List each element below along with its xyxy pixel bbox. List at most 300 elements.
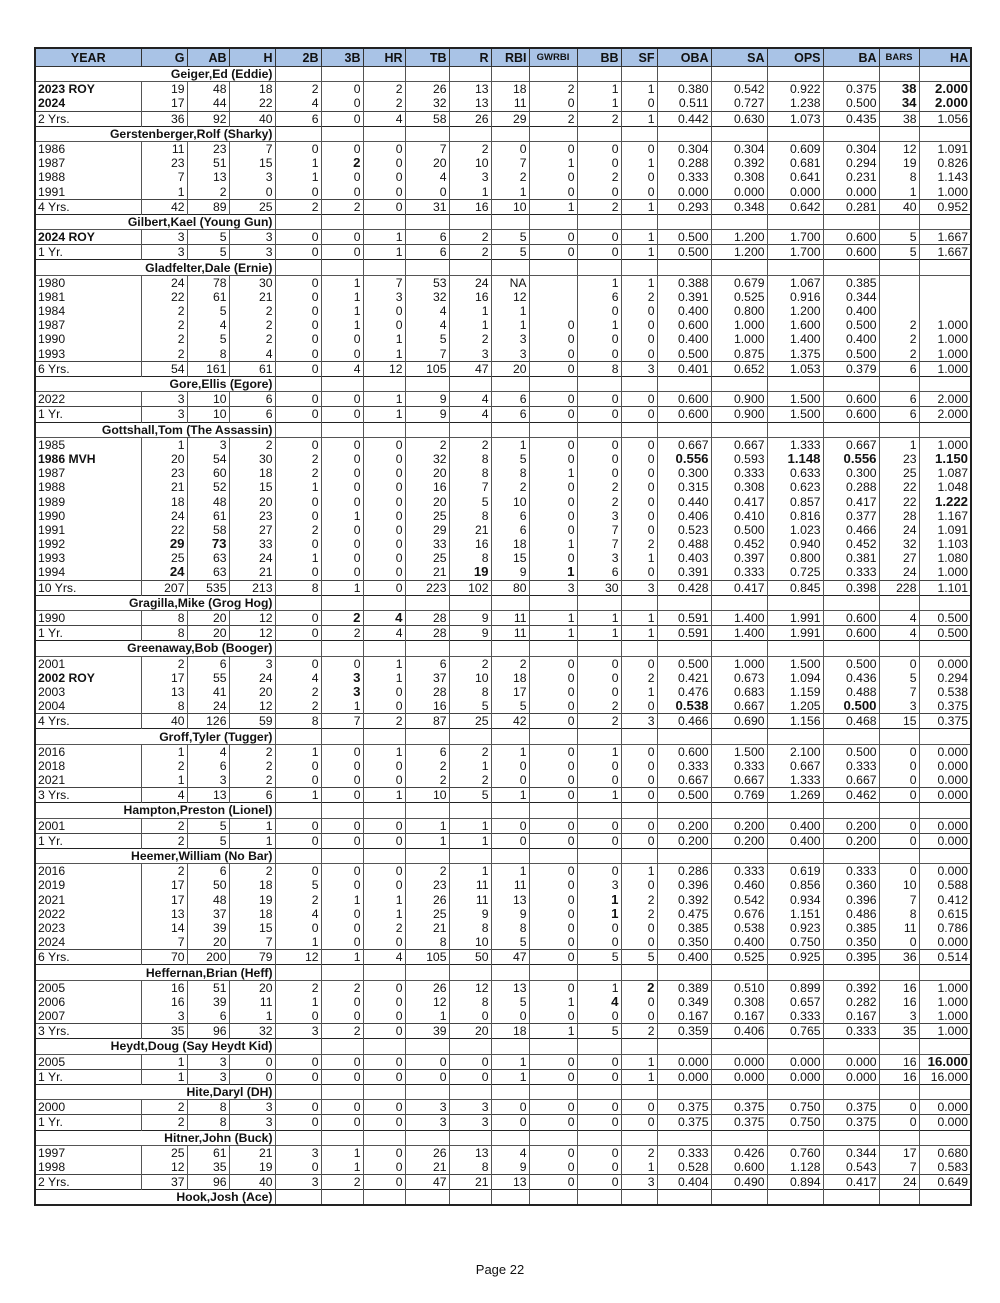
stat-cell: 0 — [621, 494, 657, 508]
stat-cell: 1 — [275, 788, 321, 803]
empty-cell — [529, 1084, 577, 1099]
stat-cell: 3 — [275, 1145, 321, 1160]
stat-cell: 1 — [491, 788, 529, 803]
stat-cell: 0 — [275, 610, 321, 625]
year-cell: 2024 ROY — [35, 230, 141, 245]
stat-cell: 0 — [529, 452, 577, 466]
stat-cell: 0.375 — [657, 1100, 711, 1115]
stat-cell: 4 — [187, 744, 229, 759]
stat-cell: 26 — [449, 111, 491, 126]
stat-cell: 0.344 — [823, 290, 879, 304]
stat-cell: 29 — [405, 523, 449, 537]
stat-cell: 47 — [405, 1175, 449, 1190]
stat-cell: 1 — [577, 318, 621, 332]
year-cell: 2022 — [35, 392, 141, 407]
stat-cell: 0.500 — [919, 610, 971, 625]
stat-cell: 0.600 — [657, 392, 711, 407]
stat-cell: 1 — [879, 185, 919, 200]
player-name: Hite,Daryl (DH) — [35, 1084, 275, 1099]
stat-cell: 0 — [577, 466, 621, 480]
empty-cell — [919, 126, 971, 141]
stat-cell: 0 — [275, 1115, 321, 1130]
stat-cell: 0.000 — [919, 759, 971, 773]
stat-cell: 0.538 — [919, 685, 971, 699]
stat-cell: 0.000 — [657, 185, 711, 200]
stat-cell: 2 — [275, 82, 321, 97]
stat-cell: 18 — [141, 494, 187, 508]
stat-cell: 0 — [577, 935, 621, 950]
stat-cell: 1 — [363, 332, 405, 346]
stat-cell: 21 — [229, 290, 275, 304]
stat-cell: 0.750 — [767, 935, 823, 950]
stat-cell: 2 — [187, 185, 229, 200]
stat-cell: 2 — [363, 96, 405, 111]
stat-cell: 1 — [577, 96, 621, 111]
stat-cell: 2 — [275, 466, 321, 480]
stat-cell: 1 — [621, 1054, 657, 1069]
stat-cell: 0.500 — [823, 699, 879, 714]
stat-cell: 0 — [275, 759, 321, 773]
stat-cell: 0 — [577, 452, 621, 466]
stat-cell: 5 — [187, 833, 229, 848]
stat-cell: 6 — [491, 392, 529, 407]
stat-cell: 0 — [621, 878, 657, 892]
stat-cell: 0 — [879, 864, 919, 879]
stat-cell: 0 — [275, 290, 321, 304]
stat-cell: 6 — [405, 230, 449, 245]
stat-cell: 2.000 — [919, 392, 971, 407]
stat-cell: 3 — [187, 437, 229, 452]
empty-cell — [879, 848, 919, 863]
stat-cell: 4 — [405, 318, 449, 332]
stat-cell: 20 — [187, 610, 229, 625]
stat-cell: 0.750 — [767, 1115, 823, 1130]
stat-cell: 0 — [275, 565, 321, 580]
stat-cell: 0.380 — [657, 82, 711, 97]
stat-cell: 3 — [405, 1115, 449, 1130]
year-cell: 2021 — [35, 773, 141, 788]
stat-cell: 0.436 — [823, 671, 879, 685]
season-row — [35, 893, 971, 907]
stat-cell: 3 — [449, 347, 491, 362]
empty-cell — [363, 965, 405, 980]
stat-cell: 0 — [321, 230, 363, 245]
stat-cell: 1.000 — [919, 332, 971, 346]
stat-cell: 0.538 — [711, 921, 767, 935]
stat-cell: 0 — [321, 347, 363, 362]
stat-cell: 0.676 — [711, 907, 767, 921]
stat-cell: 0.856 — [767, 878, 823, 892]
stat-cell: 2 — [229, 759, 275, 773]
stat-cell: 0 — [529, 170, 577, 184]
stat-cell: 0.593 — [711, 452, 767, 466]
stat-cell: 3 — [879, 699, 919, 714]
stat-cell: 1.000 — [711, 318, 767, 332]
stat-cell: 3 — [879, 1009, 919, 1024]
year-cell: 1991 — [35, 523, 141, 537]
stat-cell: 0 — [577, 347, 621, 362]
year-cell: 2021 — [35, 893, 141, 907]
stat-cell: 1.000 — [711, 656, 767, 671]
stat-cell: 2 — [275, 685, 321, 699]
empty-cell — [405, 729, 449, 744]
stat-cell: 0 — [321, 833, 363, 848]
column-header: 3B — [321, 48, 363, 67]
stat-cell: 6 — [187, 864, 229, 879]
stat-cell: 0.300 — [823, 466, 879, 480]
empty-cell — [767, 848, 823, 863]
stat-cell: 4 — [405, 170, 449, 184]
stat-cell: 26 — [405, 893, 449, 907]
empty-cell — [321, 848, 363, 863]
stat-cell: 13 — [491, 893, 529, 907]
stat-cell: 51 — [187, 156, 229, 170]
stat-cell: 2 — [449, 773, 491, 788]
stat-cell: 0.406 — [711, 1024, 767, 1039]
stat-cell: 0.500 — [657, 788, 711, 803]
empty-cell — [919, 1190, 971, 1206]
empty-cell — [621, 260, 657, 275]
stat-cell: 1 — [321, 304, 363, 318]
stat-cell: 1.000 — [919, 361, 971, 376]
year-cell: 3 Yrs. — [35, 788, 141, 803]
stat-cell: 0 — [577, 656, 621, 671]
stat-cell: 0.315 — [657, 480, 711, 494]
stat-cell: 10 — [449, 156, 491, 170]
empty-cell — [577, 67, 621, 82]
player-name: Gragilla,Mike (Grog Hog) — [35, 595, 275, 610]
empty-cell — [767, 641, 823, 656]
player-name: Geiger,Ed (Eddie) — [35, 67, 275, 82]
career-total-row — [35, 199, 971, 214]
stat-cell: 0 — [577, 671, 621, 685]
stat-cell: 16 — [449, 537, 491, 551]
stat-cell: 12 — [449, 980, 491, 995]
stat-cell: 0 — [879, 833, 919, 848]
empty-cell — [275, 422, 321, 437]
player-name-row — [35, 376, 971, 391]
stat-cell: 16 — [405, 699, 449, 714]
empty-cell — [491, 1190, 529, 1206]
stat-cell: 3 — [141, 407, 187, 422]
year-cell: 1986 — [35, 141, 141, 156]
stat-cell: 13 — [449, 1145, 491, 1160]
stat-cell: 0 — [621, 935, 657, 950]
empty-cell — [823, 1130, 879, 1145]
stat-cell: 4 — [275, 96, 321, 111]
stat-cell: 7 — [577, 523, 621, 537]
stat-cell: 1.333 — [767, 437, 823, 452]
stat-cell: 1 — [577, 744, 621, 759]
empty-cell — [711, 67, 767, 82]
stat-cell: 1 — [141, 744, 187, 759]
stat-cell: 0.845 — [767, 580, 823, 595]
stat-cell: 0.466 — [657, 714, 711, 729]
stat-cell: 89 — [187, 199, 229, 214]
stat-cell: 0.400 — [823, 304, 879, 318]
stat-cell: 105 — [405, 361, 449, 376]
empty-cell — [321, 803, 363, 818]
stat-cell: 1.101 — [919, 580, 971, 595]
stat-cell: 23 — [879, 452, 919, 466]
empty-cell — [363, 729, 405, 744]
year-cell: 10 Yrs. — [35, 580, 141, 595]
career-total-row — [35, 407, 971, 422]
stat-cell: 0 — [363, 759, 405, 773]
empty-cell — [823, 376, 879, 391]
empty-cell — [363, 1039, 405, 1054]
season-row — [35, 466, 971, 480]
stat-cell: 0.426 — [711, 1145, 767, 1160]
stat-cell: 0 — [577, 230, 621, 245]
stat-cell: 37 — [187, 907, 229, 921]
stat-cell: 0.308 — [711, 995, 767, 1009]
stat-cell: 10 — [491, 494, 529, 508]
stat-cell: 0 — [321, 185, 363, 200]
stat-cell: 0.800 — [711, 304, 767, 318]
stat-cell: 0.282 — [823, 995, 879, 1009]
season-row — [35, 818, 971, 833]
stat-cell: 0 — [275, 921, 321, 935]
stat-cell: 0.591 — [657, 610, 711, 625]
stat-cell: 0 — [363, 1145, 405, 1160]
stat-cell: 0.500 — [657, 347, 711, 362]
stat-cell: 24 — [187, 699, 229, 714]
stat-cell: 10 — [879, 878, 919, 892]
stat-cell: 8 — [449, 509, 491, 523]
empty-cell — [321, 214, 363, 229]
stat-cell: 3 — [363, 290, 405, 304]
empty-cell — [529, 376, 577, 391]
stat-cell: 23 — [405, 878, 449, 892]
empty-cell — [321, 376, 363, 391]
season-row — [35, 82, 971, 97]
year-cell: 2003 — [35, 685, 141, 699]
year-cell: 2022 — [35, 907, 141, 921]
year-cell: 6 Yrs. — [35, 361, 141, 376]
stat-cell: 0 — [229, 185, 275, 200]
stat-cell: 24 — [141, 509, 187, 523]
stat-cell: 6 — [577, 290, 621, 304]
stat-cell: 1.200 — [767, 304, 823, 318]
stat-cell: 0 — [405, 1054, 449, 1069]
stat-cell: 0 — [621, 565, 657, 580]
stat-cell: 11 — [141, 141, 187, 156]
stat-cell: 0.348 — [711, 199, 767, 214]
stat-cell: 2 — [449, 245, 491, 260]
stat-cell: 0.760 — [767, 1145, 823, 1160]
stat-cell — [529, 304, 577, 318]
stat-cell: 0.417 — [823, 1175, 879, 1190]
stat-cell: 8 — [449, 995, 491, 1009]
stat-cell: 5 — [491, 452, 529, 466]
empty-cell — [405, 260, 449, 275]
stat-cell: 3 — [621, 361, 657, 376]
stat-cell: 0.667 — [823, 773, 879, 788]
stat-cell: 8 — [449, 685, 491, 699]
stat-cell: 0 — [577, 818, 621, 833]
empty-cell — [711, 376, 767, 391]
stat-cell: 1 — [621, 199, 657, 214]
stat-cell: 0.667 — [657, 437, 711, 452]
empty-cell — [405, 422, 449, 437]
stat-cell: 0 — [879, 656, 919, 671]
stat-cell: 0.400 — [657, 332, 711, 346]
stat-cell: 2 — [491, 480, 529, 494]
stat-cell: 1.143 — [919, 170, 971, 184]
year-cell: 6 Yrs. — [35, 950, 141, 965]
stat-cell: 0.500 — [919, 626, 971, 641]
stat-cell: 102 — [449, 580, 491, 595]
stat-cell: 0 — [321, 878, 363, 892]
stat-cell: 8 — [449, 1160, 491, 1175]
stat-cell: 0.398 — [823, 580, 879, 595]
stat-cell: 0.523 — [657, 523, 711, 537]
stat-cell: 0 — [321, 523, 363, 537]
stat-cell: 7 — [229, 935, 275, 950]
empty-cell — [919, 848, 971, 863]
stat-cell: 0 — [363, 156, 405, 170]
stat-cell: 12 — [229, 610, 275, 625]
stat-cell: 0 — [321, 332, 363, 346]
year-cell: 1988 — [35, 170, 141, 184]
stat-cell: 0.600 — [657, 407, 711, 422]
stat-cell: 0.375 — [823, 82, 879, 97]
stat-cell: 0 — [879, 818, 919, 833]
stat-cell: 0 — [229, 1054, 275, 1069]
stat-cell: 0.511 — [657, 96, 711, 111]
stat-cell: 0.392 — [823, 980, 879, 995]
empty-cell — [657, 376, 711, 391]
stat-cell: 0 — [491, 141, 529, 156]
stat-cell: 60 — [187, 466, 229, 480]
empty-cell — [363, 1084, 405, 1099]
empty-cell — [405, 214, 449, 229]
stat-cell: 1.000 — [919, 1009, 971, 1024]
stat-cell: 0 — [275, 347, 321, 362]
empty-cell — [321, 965, 363, 980]
career-total-row — [35, 361, 971, 376]
stat-cell: 2 — [229, 437, 275, 452]
stat-cell: 0.385 — [657, 921, 711, 935]
stat-cell: 17 — [141, 893, 187, 907]
stat-cell: 15 — [229, 480, 275, 494]
stat-cell: 2.100 — [767, 744, 823, 759]
stat-cell: 8 — [577, 361, 621, 376]
stat-cell: 2 — [321, 980, 363, 995]
stat-cell: 0.286 — [657, 864, 711, 879]
stat-cell: 4 — [363, 626, 405, 641]
empty-cell — [621, 1190, 657, 1206]
stat-cell: 207 — [141, 580, 187, 595]
player-name: Greenaway,Bob (Booger) — [35, 641, 275, 656]
player-name-row — [35, 729, 971, 744]
stat-cell: 48 — [187, 494, 229, 508]
stat-cell: 40 — [229, 111, 275, 126]
stat-cell: 2.000 — [919, 407, 971, 422]
stat-cell: 0.000 — [919, 744, 971, 759]
empty-cell — [879, 126, 919, 141]
stat-cell: 1 — [621, 245, 657, 260]
stat-cell: 2 — [141, 347, 187, 362]
stat-cell: 0 — [363, 833, 405, 848]
column-header: YEAR — [35, 48, 141, 67]
empty-cell — [405, 848, 449, 863]
empty-cell — [621, 1084, 657, 1099]
stat-cell: 16 — [141, 980, 187, 995]
stat-cell: 12 — [405, 995, 449, 1009]
stat-cell: 0 — [621, 407, 657, 422]
stat-cell: 0 — [321, 759, 363, 773]
empty-cell — [767, 965, 823, 980]
stat-cell: 0 — [529, 921, 577, 935]
stat-cell: 1.400 — [711, 626, 767, 641]
empty-cell — [621, 729, 657, 744]
season-row — [35, 509, 971, 523]
stat-cell: 13 — [187, 170, 229, 184]
stat-cell: 6 — [229, 407, 275, 422]
player-name: Heydt,Doug (Say Heydt Kid) — [35, 1039, 275, 1054]
empty-cell — [711, 1084, 767, 1099]
stat-cell: 7 — [363, 275, 405, 290]
stat-cell: 0 — [363, 437, 405, 452]
stat-cell: 0.667 — [767, 759, 823, 773]
stat-cell: 0.333 — [657, 1145, 711, 1160]
stat-cell: 21 — [229, 565, 275, 580]
stat-cell: 1 — [141, 1054, 187, 1069]
stat-cell: 0 — [491, 818, 529, 833]
stat-cell: 1 — [529, 995, 577, 1009]
stat-cell: 7 — [577, 537, 621, 551]
empty-cell — [767, 729, 823, 744]
stat-cell: 7 — [141, 170, 187, 184]
stat-cell: 1.151 — [767, 907, 823, 921]
empty-cell — [491, 126, 529, 141]
career-total-row — [35, 1069, 971, 1084]
stat-cell: 0 — [321, 744, 363, 759]
stat-cell: 17 — [141, 671, 187, 685]
year-cell: 1981 — [35, 290, 141, 304]
empty-cell — [823, 214, 879, 229]
empty-cell — [823, 965, 879, 980]
year-cell: 3 Yrs. — [35, 1024, 141, 1039]
stat-cell: 1.667 — [919, 245, 971, 260]
season-row — [35, 685, 971, 699]
stat-cell: 0.476 — [657, 685, 711, 699]
stat-cell: 0.600 — [657, 744, 711, 759]
stat-cell: 0 — [363, 185, 405, 200]
stat-cell: 1 — [229, 1009, 275, 1024]
career-total-row — [35, 580, 971, 595]
stat-cell: 8 — [491, 466, 529, 480]
stat-cell: 2 — [577, 170, 621, 184]
stat-cell: 0.294 — [823, 156, 879, 170]
stat-cell: 0.410 — [711, 509, 767, 523]
stat-cell: 1 — [275, 935, 321, 950]
stat-cell: 41 — [187, 685, 229, 699]
empty-cell — [711, 965, 767, 980]
empty-cell — [405, 641, 449, 656]
stat-cell: 0 — [363, 141, 405, 156]
season-row — [35, 230, 971, 245]
stat-cell: 16 — [879, 980, 919, 995]
stat-cell: 0.435 — [823, 111, 879, 126]
empty-cell — [657, 595, 711, 610]
stat-cell: 18 — [491, 537, 529, 551]
stat-cell: 1.048 — [919, 480, 971, 494]
stat-cell: 78 — [187, 275, 229, 290]
stat-cell: 0 — [275, 537, 321, 551]
